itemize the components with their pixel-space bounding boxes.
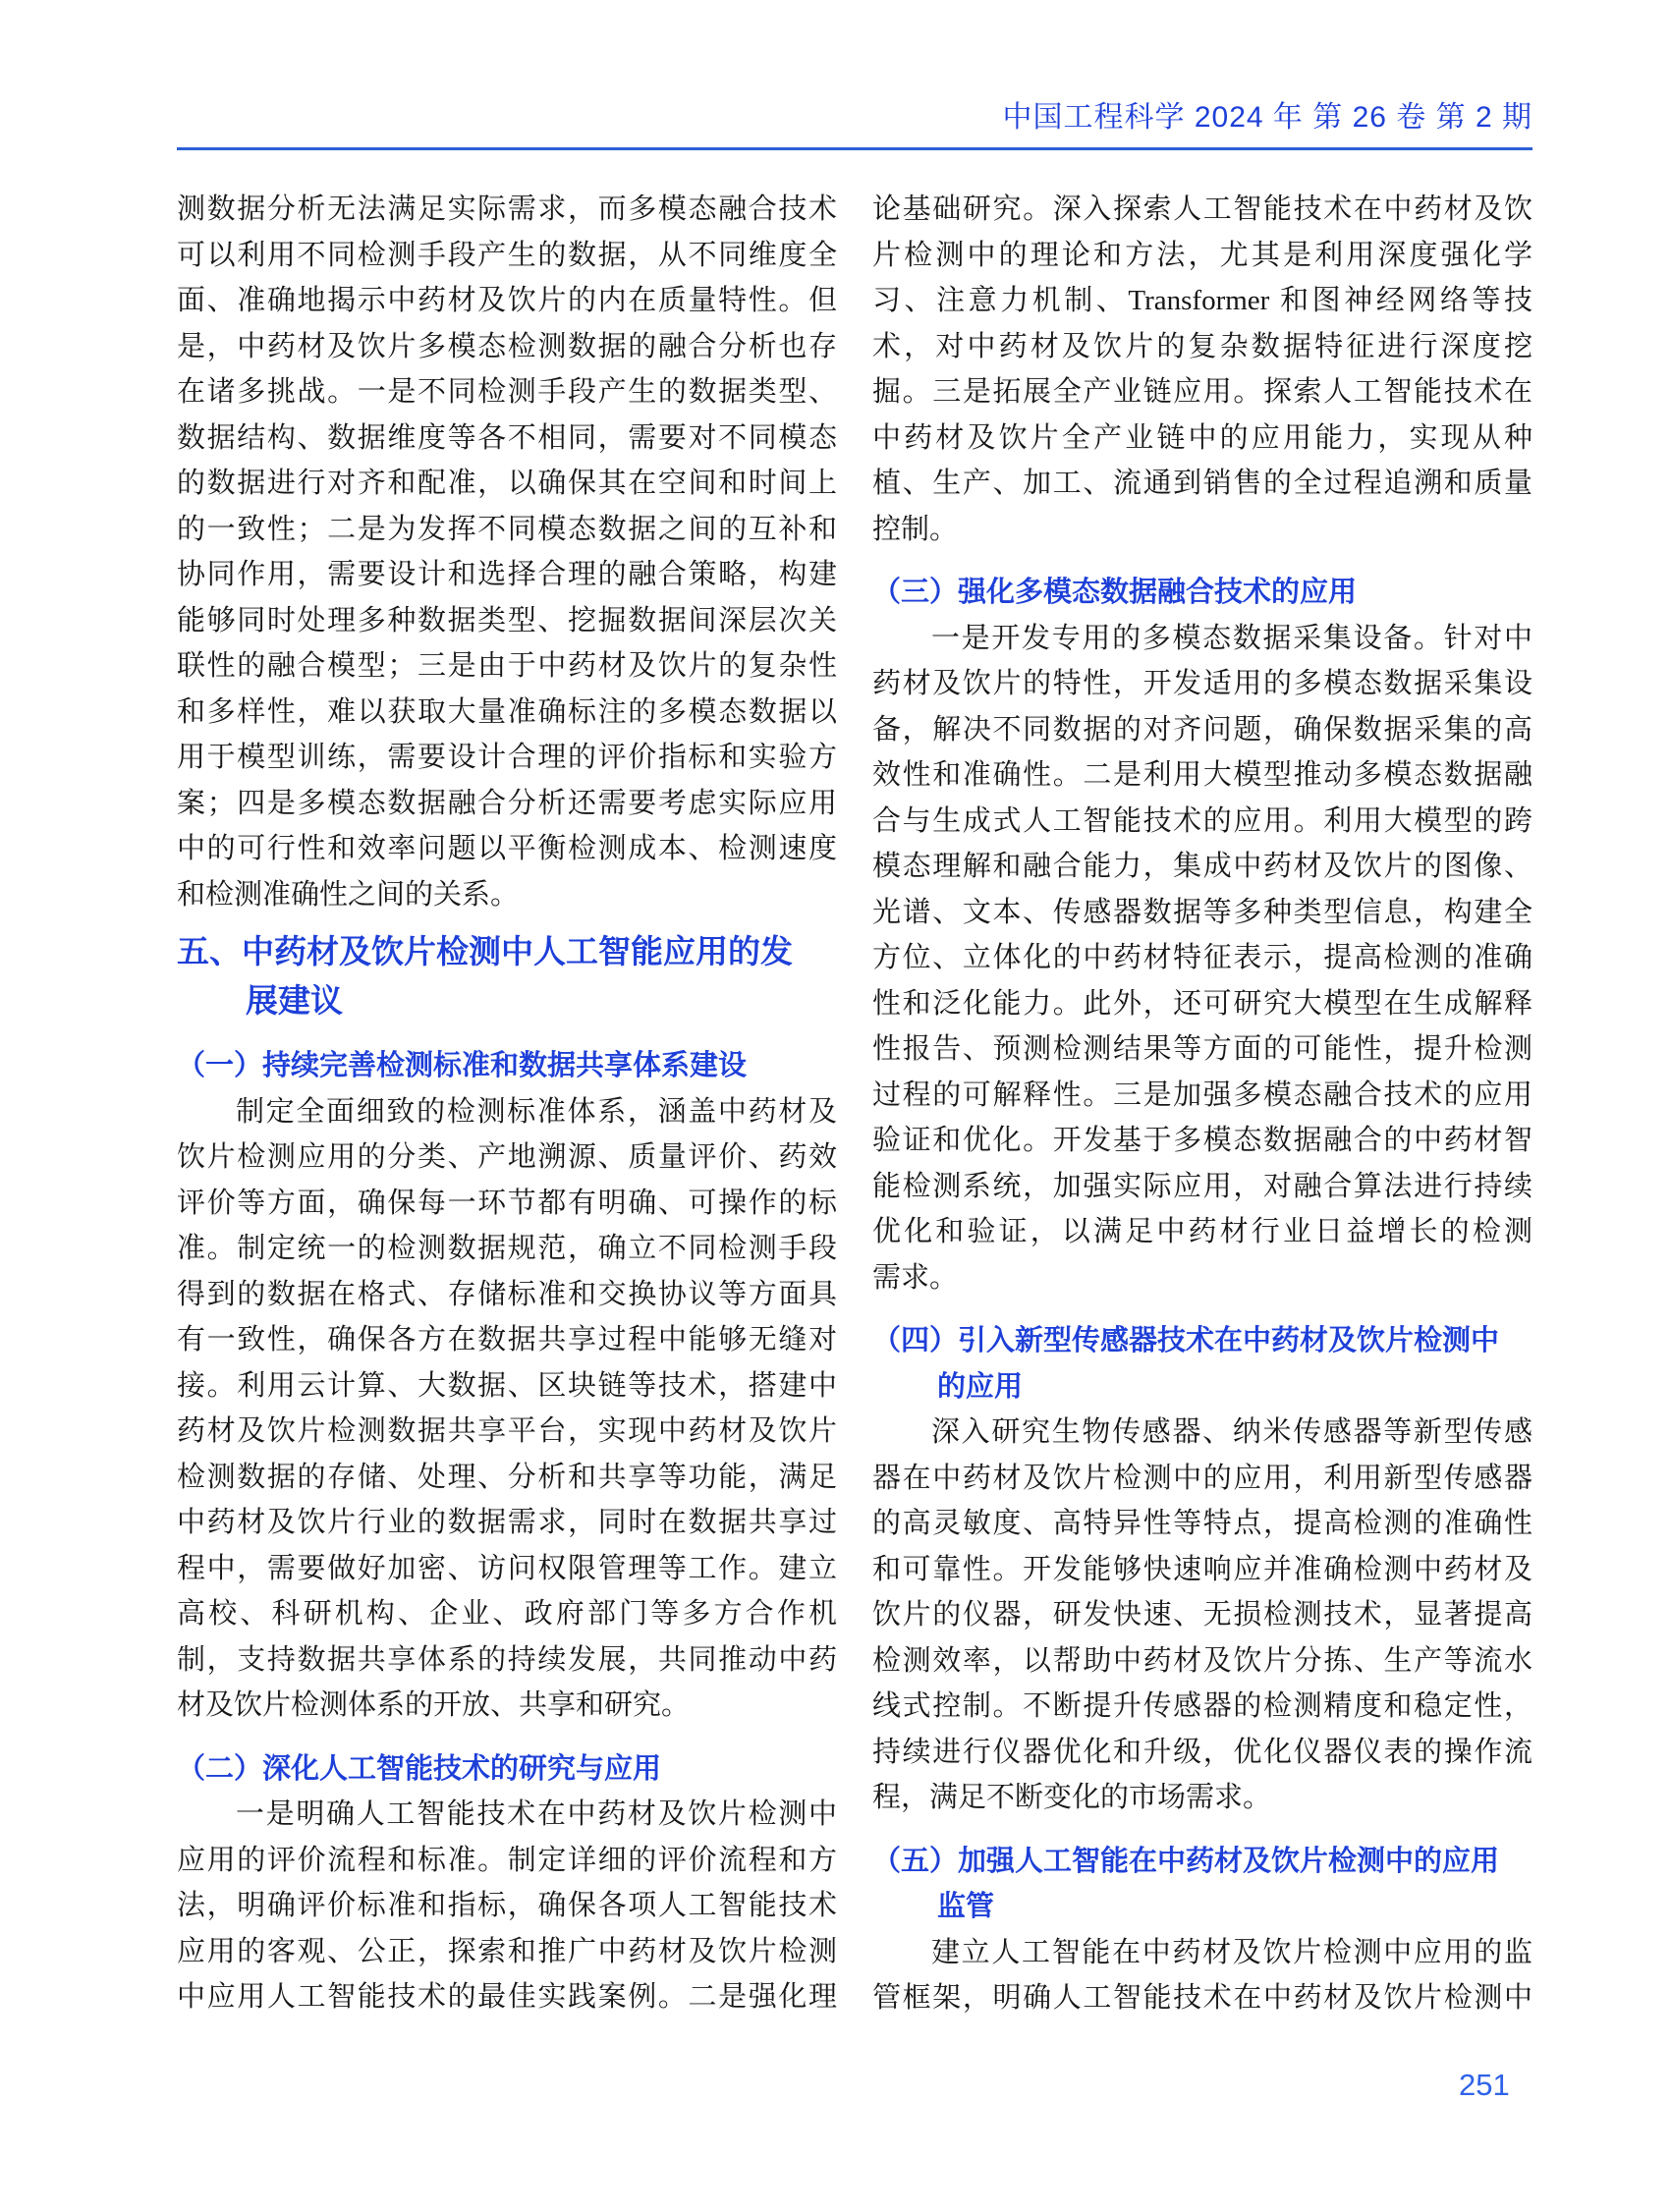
subsection-heading xyxy=(872,1839,1532,1930)
text-line: 应用的评价流程和标准。制定详细的评价流程和方 xyxy=(177,1844,837,1876)
text-line: 需求。 xyxy=(872,1261,959,1294)
text-line: 可以利用不同检测手段产生的数据，从不同维度全 xyxy=(177,239,837,271)
text-line: 和多样性，难以获取大量准确标注的多模态数据以 xyxy=(177,695,837,728)
text-line: 光谱、文本、传感器数据等多种类型信息，构建全 xyxy=(872,896,1532,928)
text-line: 协同作用，需要设计和选择合理的融合策略，构建 xyxy=(177,559,837,590)
text-line: 一是明确人工智能技术在中药材及饮片检测中 xyxy=(236,1798,837,1830)
text-line: 的一致性；二是为发挥不同模态数据之间的互补和 xyxy=(177,513,837,545)
text-line: （二）深化人工智能技术的研究与应用 xyxy=(177,1752,662,1785)
header-rule xyxy=(177,147,1532,150)
text-line: 联性的融合模型；三是由于中药材及饮片的复杂性 xyxy=(177,650,837,682)
text-line: 控制。 xyxy=(872,513,959,545)
text-line: 器在中药材及饮片检测中的应用，利用新型传感器 xyxy=(872,1462,1532,1494)
paragraph xyxy=(177,187,837,917)
text-line: 持续进行仪器优化和升级，优化仪器仪表的操作流 xyxy=(872,1736,1532,1768)
text-line: 过程的可解释性。三是加强多模态融合技术的应用 xyxy=(872,1078,1532,1111)
text-line: 一是开发专用的多模态数据采集设备。针对中 xyxy=(931,622,1532,654)
text-line: 测数据分析无法满足实际需求，而多模态融合技术 xyxy=(177,194,837,225)
paragraph xyxy=(872,616,1532,1301)
text-line: 评价等方面，确保每一环节都有明确、可操作的标 xyxy=(177,1187,837,1219)
journal-header: 中国工程科学 2024 年 第 26 卷 第 2 期 xyxy=(1002,101,1532,134)
text-line: 检测数据的存储、处理、分析和共享等功能，满足 xyxy=(177,1461,837,1493)
text-line: 程，满足不断变化的市场需求。 xyxy=(872,1782,1272,1813)
text-line: 饮片的仪器，研发快速、无损检测技术，显著提高 xyxy=(872,1599,1532,1631)
text-line: 饮片检测应用的分类、产地溯源、质量评价、药效 xyxy=(177,1141,837,1173)
subsection-heading xyxy=(177,1746,837,1793)
text-line: 论基础研究。深入探索人工智能技术在中药材及饮 xyxy=(872,194,1532,225)
text-line: 案；四是多模态数据融合分析还需要考虑实际应用 xyxy=(177,787,837,819)
paragraph xyxy=(872,187,1532,552)
text-line: 接。利用云计算、大数据、区块链等技术，搭建中 xyxy=(177,1369,837,1402)
subsection-heading xyxy=(872,570,1532,616)
text-line: 习、注意力机制、Transformer 和图神经网络等技 xyxy=(872,285,1532,316)
text-line: 得到的数据在格式、存储标准和交换协议等方面具 xyxy=(177,1278,837,1310)
paragraph xyxy=(872,1930,1532,2021)
text-line: 优化和验证，以满足中药材行业日益增长的检测 xyxy=(872,1216,1532,1247)
text-line: 监管 xyxy=(937,1891,995,1922)
text-line: 深入研究生物传感器、纳米传感器等新型传感 xyxy=(931,1416,1532,1448)
text-line: 高校、科研机构、企业、政府部门等多方合作机 xyxy=(177,1598,837,1630)
text-line: 方位、立体化的中药材特征表示，提高检测的准确 xyxy=(872,942,1532,973)
text-line: 管框架，明确人工智能技术在中药材及饮片检测中 xyxy=(872,1982,1532,2014)
text-line: 检测效率，以帮助中药材及饮片分拣、生产等流水 xyxy=(872,1644,1532,1677)
text-line: 准。制定统一的检测数据规范，确立不同检测手段 xyxy=(177,1233,837,1264)
text-line: 片检测中的理论和方法，尤其是利用深度强化学 xyxy=(872,239,1532,271)
text-line: （四）引入新型传感器技术在中药材及饮片检测中 xyxy=(872,1325,1500,1356)
text-line: 性报告、预测检测结果等方面的可能性，提升检测 xyxy=(872,1033,1532,1065)
text-line: 合与生成式人工智能技术的应用。利用大模型的跨 xyxy=(872,804,1532,837)
text-line: 效性和准确性。二是利用大模型推动多模态数据融 xyxy=(872,759,1532,791)
text-line: 建立人工智能在中药材及饮片检测中应用的监 xyxy=(931,1936,1532,1968)
paragraph xyxy=(177,1089,837,1729)
text-line: 药材及饮片检测数据共享平台，实现中药材及饮片 xyxy=(177,1415,837,1447)
text-line: 能检测系统，加强实际应用，对融合算法进行持续 xyxy=(872,1170,1532,1202)
text-line: 五、中药材及饮片检测中人工智能应用的发 xyxy=(177,933,793,969)
text-line: 程中，需要做好加密、访问权限管理等工作。建立 xyxy=(177,1552,837,1584)
text-line: （五）加强人工智能在中药材及饮片检测中的应用 xyxy=(872,1845,1500,1877)
text-line: 制，支持数据共享体系的持续发展，共同推动中药 xyxy=(177,1643,837,1676)
text-line: 掘。三是拓展全产业链应用。探索人工智能技术在 xyxy=(872,376,1532,408)
page-number: 251 xyxy=(1459,2068,1510,2102)
text-line: 植、生产、加工、流通到销售的全过程追溯和质量 xyxy=(872,468,1532,499)
section-heading xyxy=(177,927,837,1025)
text-line: 药材及饮片的特性，开发适用的多模态数据采集设 xyxy=(872,668,1532,699)
text-line: 面、准确地揭示中药材及饮片的内在质量特性。但 xyxy=(177,285,837,316)
text-line: （一）持续完善检测标准和数据共享体系建设 xyxy=(177,1050,748,1081)
text-line: 制定全面细致的检测标准体系，涵盖中药材及 xyxy=(236,1095,837,1128)
text-line: 数据结构、数据维度等各不相同，需要对不同模态 xyxy=(177,421,837,454)
text-line: 能够同时处理多种数据类型、挖掘数据间深层次关 xyxy=(177,604,837,636)
text-line: 中药材及饮片行业的数据需求，同时在数据共享过 xyxy=(177,1507,837,1538)
text-line: 的高灵敏度、高特异性等特点，提高检测的准确性 xyxy=(872,1508,1532,1539)
text-line: 中药材及饮片全产业链中的应用能力，实现从种 xyxy=(872,421,1532,454)
text-line: 备，解决不同数据的对齐问题，确保数据采集的高 xyxy=(872,713,1532,746)
text-line: 模态理解和融合能力，集成中药材及饮片的图像、 xyxy=(872,851,1532,882)
subsection-heading xyxy=(177,1043,837,1089)
subsection-heading xyxy=(872,1318,1532,1410)
text-line: 在诸多挑战。一是不同检测手段产生的数据类型、 xyxy=(177,376,837,408)
paragraph xyxy=(177,1792,837,2020)
text-line: 的应用 xyxy=(937,1370,1024,1403)
text-line: 中的可行性和效率问题以平衡检测成本、检测速度 xyxy=(177,833,837,864)
paragraph xyxy=(872,1410,1532,1821)
text-line: 用于模型训练，需要设计合理的评价指标和实验方 xyxy=(177,742,837,773)
text-line: 展建议 xyxy=(246,982,343,1019)
text-line: 验证和优化。开发基于多模态数据融合的中药材智 xyxy=(872,1125,1532,1156)
text-line: 和检测准确性之间的关系。 xyxy=(177,878,520,911)
text-line: （三）强化多模态数据融合技术的应用 xyxy=(872,577,1358,608)
text-line: 法，明确评价标准和指标，确保各项人工智能技术 xyxy=(177,1890,837,1921)
text-line: 术，对中药材及饮片的复杂数据特征进行深度挖 xyxy=(872,330,1532,362)
text-line: 应用的客观、公正，探索和推广中药材及饮片检测 xyxy=(177,1935,837,1967)
left-column xyxy=(177,187,837,2020)
text-line: 中应用人工智能技术的最佳实践案例。二是强化理 xyxy=(177,1981,837,2013)
text-line: 是，中药材及饮片多模态检测数据的融合分析也存 xyxy=(177,330,837,362)
text-line: 材及饮片检测体系的开放、共享和研究。 xyxy=(177,1689,691,1721)
text-line: 和可靠性。开发能够快速响应并准确检测中药材及 xyxy=(872,1553,1532,1585)
text-line: 性和泛化能力。此外，还可研究大模型在生成解释 xyxy=(872,987,1532,1020)
text-line: 线式控制。不断提升传感器的检测精度和稳定性， xyxy=(872,1690,1532,1722)
right-column xyxy=(872,187,1532,2021)
text-line: 有一致性，确保各方在数据共享过程中能够无缝对 xyxy=(177,1324,837,1355)
text-line: 的数据进行对齐和配准，以确保其在空间和时间上 xyxy=(177,468,837,499)
